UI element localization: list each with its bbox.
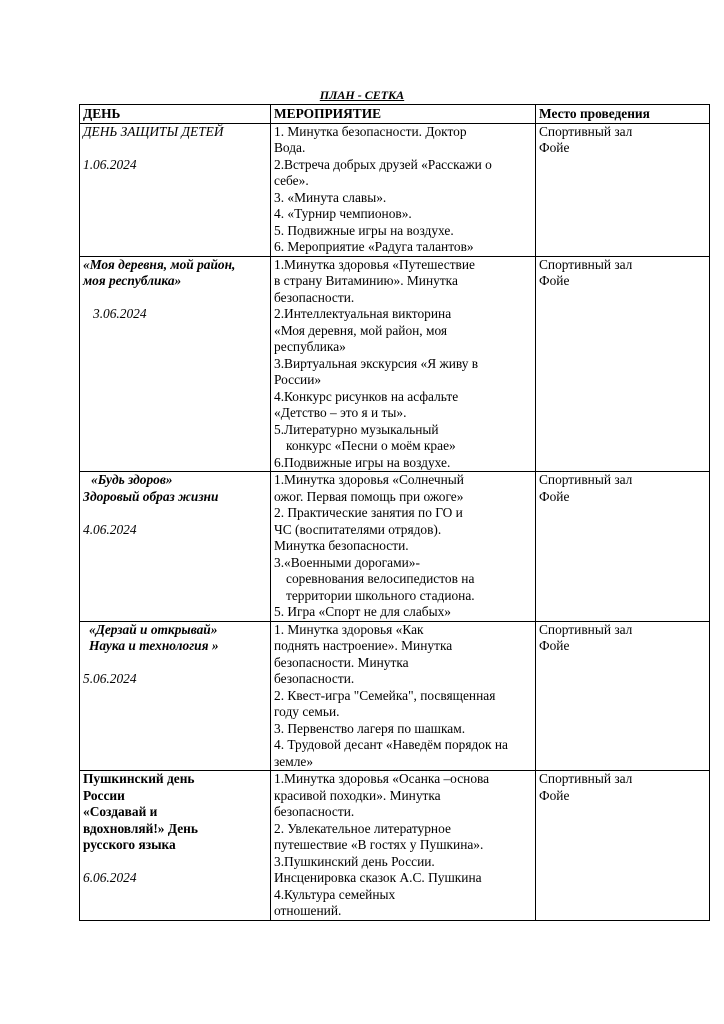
day-name: «Будь здоров» — [91, 472, 173, 487]
place-line: Спортивный зал — [539, 472, 633, 487]
event-line: 3.«Военными дорогами»- — [274, 554, 420, 570]
event-line: поднять настроение». Минутка — [274, 638, 453, 653]
header-event: МЕРОПРИЯТИЕ — [271, 105, 536, 124]
day-cell — [80, 621, 271, 771]
table-row — [80, 621, 710, 771]
event-line: 2. Практические занятия по ГО и — [274, 505, 463, 520]
event-line: себе». — [274, 173, 309, 188]
event-line: 6. Мероприятие «Радуга талантов» — [274, 239, 474, 254]
event-line: республика» — [274, 339, 346, 354]
event-line: году семьи. — [274, 704, 340, 719]
event-line: 5. Игра «Спорт не для слабых» — [274, 604, 451, 619]
day-date: 6.06.2024 — [83, 870, 137, 885]
table-row — [80, 771, 710, 921]
event-line: ожог. Первая помощь при ожоге» — [274, 488, 464, 504]
day-date: 4.06.2024 — [83, 521, 137, 537]
event-line: России» — [274, 372, 322, 387]
event-line: Минутка безопасности. — [274, 538, 409, 553]
place-line: Фойе — [539, 787, 570, 803]
event-line: 4. Трудовой десант «Наведём порядок на — [274, 737, 508, 752]
event-line: 2.Встреча добрых друзей «Расскажи о — [274, 156, 492, 172]
event-line: 6.Подвижные игры на воздухе. — [274, 454, 451, 470]
event-line: 1.Минутка здоровья «Солнечный — [274, 472, 464, 487]
place-line: Спортивный зал — [539, 771, 633, 786]
events-cell — [271, 123, 536, 256]
event-line: 5.Литературно музыкальный — [274, 421, 439, 437]
place-line: Фойе — [539, 140, 570, 155]
day-name: ДЕНЬ ЗАЩИТЫ ДЕТЕЙ — [83, 123, 224, 139]
place-line: Фойе — [539, 638, 570, 653]
place-cell — [536, 472, 710, 622]
day-cell — [80, 123, 271, 256]
event-line: 1. Минутка безопасности. Доктор — [274, 123, 467, 139]
day-name: Пушкинский день — [83, 771, 195, 786]
event-line: безопасности. Минутка — [274, 654, 409, 670]
event-line: 1.Минутка здоровья «Осанка –основа — [274, 771, 490, 786]
place-line: Фойе — [539, 273, 570, 288]
event-line: «Детство – это я и ты». — [274, 405, 407, 420]
event-line: 5. Подвижные игры на воздухе. — [274, 222, 454, 238]
event-line: ЧС (воспитателями отрядов). — [274, 521, 442, 537]
place-line: Спортивный зал — [539, 621, 633, 637]
schedule-table — [79, 104, 710, 921]
event-line: 4.Конкурс рисунков на асфальте — [274, 388, 459, 404]
place-line: Фойе — [539, 488, 570, 504]
event-line: 1. Минутка здоровья «Как — [274, 621, 424, 637]
event-line: 4. «Турнир чемпионов». — [274, 206, 412, 221]
event-line: Вода. — [274, 140, 306, 155]
event-line: конкурс «Песни о моём крае» — [286, 438, 456, 453]
table-header-row — [80, 105, 710, 124]
place-cell — [536, 621, 710, 771]
day-name: вдохновляй!» День — [83, 820, 198, 836]
day-name: моя республика» — [83, 273, 182, 288]
page-title: ПЛАН - СЕТКА — [319, 88, 405, 102]
event-line: 2. Увлекательное литературное — [274, 820, 451, 836]
event-line: 1.Минутка здоровья «Путешествие — [274, 256, 475, 272]
day-name: «Моя деревня, мой район, — [83, 256, 236, 272]
event-line: «Моя деревня, мой район, моя — [274, 322, 448, 338]
events-cell — [271, 621, 536, 771]
header-day: ДЕНЬ — [80, 105, 271, 124]
day-date: 5.06.2024 — [83, 671, 137, 686]
events-cell — [271, 472, 536, 622]
place-cell — [536, 771, 710, 921]
day-cell — [80, 256, 271, 472]
day-date: 3.06.2024 — [93, 306, 147, 321]
place-cell — [536, 123, 710, 256]
event-line: 3.Виртуальная экскурсия «Я живу в — [274, 355, 479, 371]
event-line: путешествие «В гостях у Пушкина». — [274, 837, 484, 852]
event-line: 3. «Минута славы». — [274, 189, 387, 205]
day-cell — [80, 771, 271, 921]
table-row — [80, 256, 710, 472]
event-line: 3.Пушкинский день России. — [274, 853, 435, 869]
event-line: безопасности. — [274, 804, 355, 819]
day-name: русского языка — [83, 837, 176, 852]
day-name: России — [83, 787, 125, 803]
table-row — [80, 123, 710, 256]
day-cell — [80, 472, 271, 622]
event-line: в страну Витаминию». Минутка — [274, 273, 458, 288]
day-date: 1.06.2024 — [83, 156, 137, 172]
event-line: красивой походки». Минутка — [274, 787, 441, 803]
event-line: соревнования велосипедистов на — [286, 571, 475, 586]
day-name: Здоровый образ жизни — [83, 488, 219, 504]
event-line: безопасности. — [274, 289, 355, 305]
event-line: безопасности. — [274, 671, 355, 686]
place-line: Спортивный зал — [539, 123, 633, 139]
event-line: 3. Первенство лагеря по шашкам. — [274, 720, 466, 736]
place-line: Спортивный зал — [539, 256, 633, 272]
event-line: отношений. — [274, 903, 342, 918]
day-name: Наука и технология » — [89, 638, 219, 653]
events-cell — [271, 256, 536, 472]
event-line: Инсценировка сказок А.С. Пушкина — [274, 870, 482, 885]
event-line: земле» — [274, 753, 314, 769]
day-name: «Дерзай и открывай» — [89, 621, 218, 637]
place-cell — [536, 256, 710, 472]
event-line: 4.Культура семейных — [274, 886, 396, 902]
table-row — [80, 472, 710, 622]
event-line: территории школьного стадиона. — [286, 587, 475, 603]
event-line: 2. Квест-игра "Семейка", посвященная — [274, 687, 496, 703]
header-place: Место проведения — [536, 105, 710, 124]
day-name: «Создавай и — [83, 804, 158, 819]
events-cell — [271, 771, 536, 921]
event-line: 2.Интеллектуальная викторина — [274, 306, 452, 321]
